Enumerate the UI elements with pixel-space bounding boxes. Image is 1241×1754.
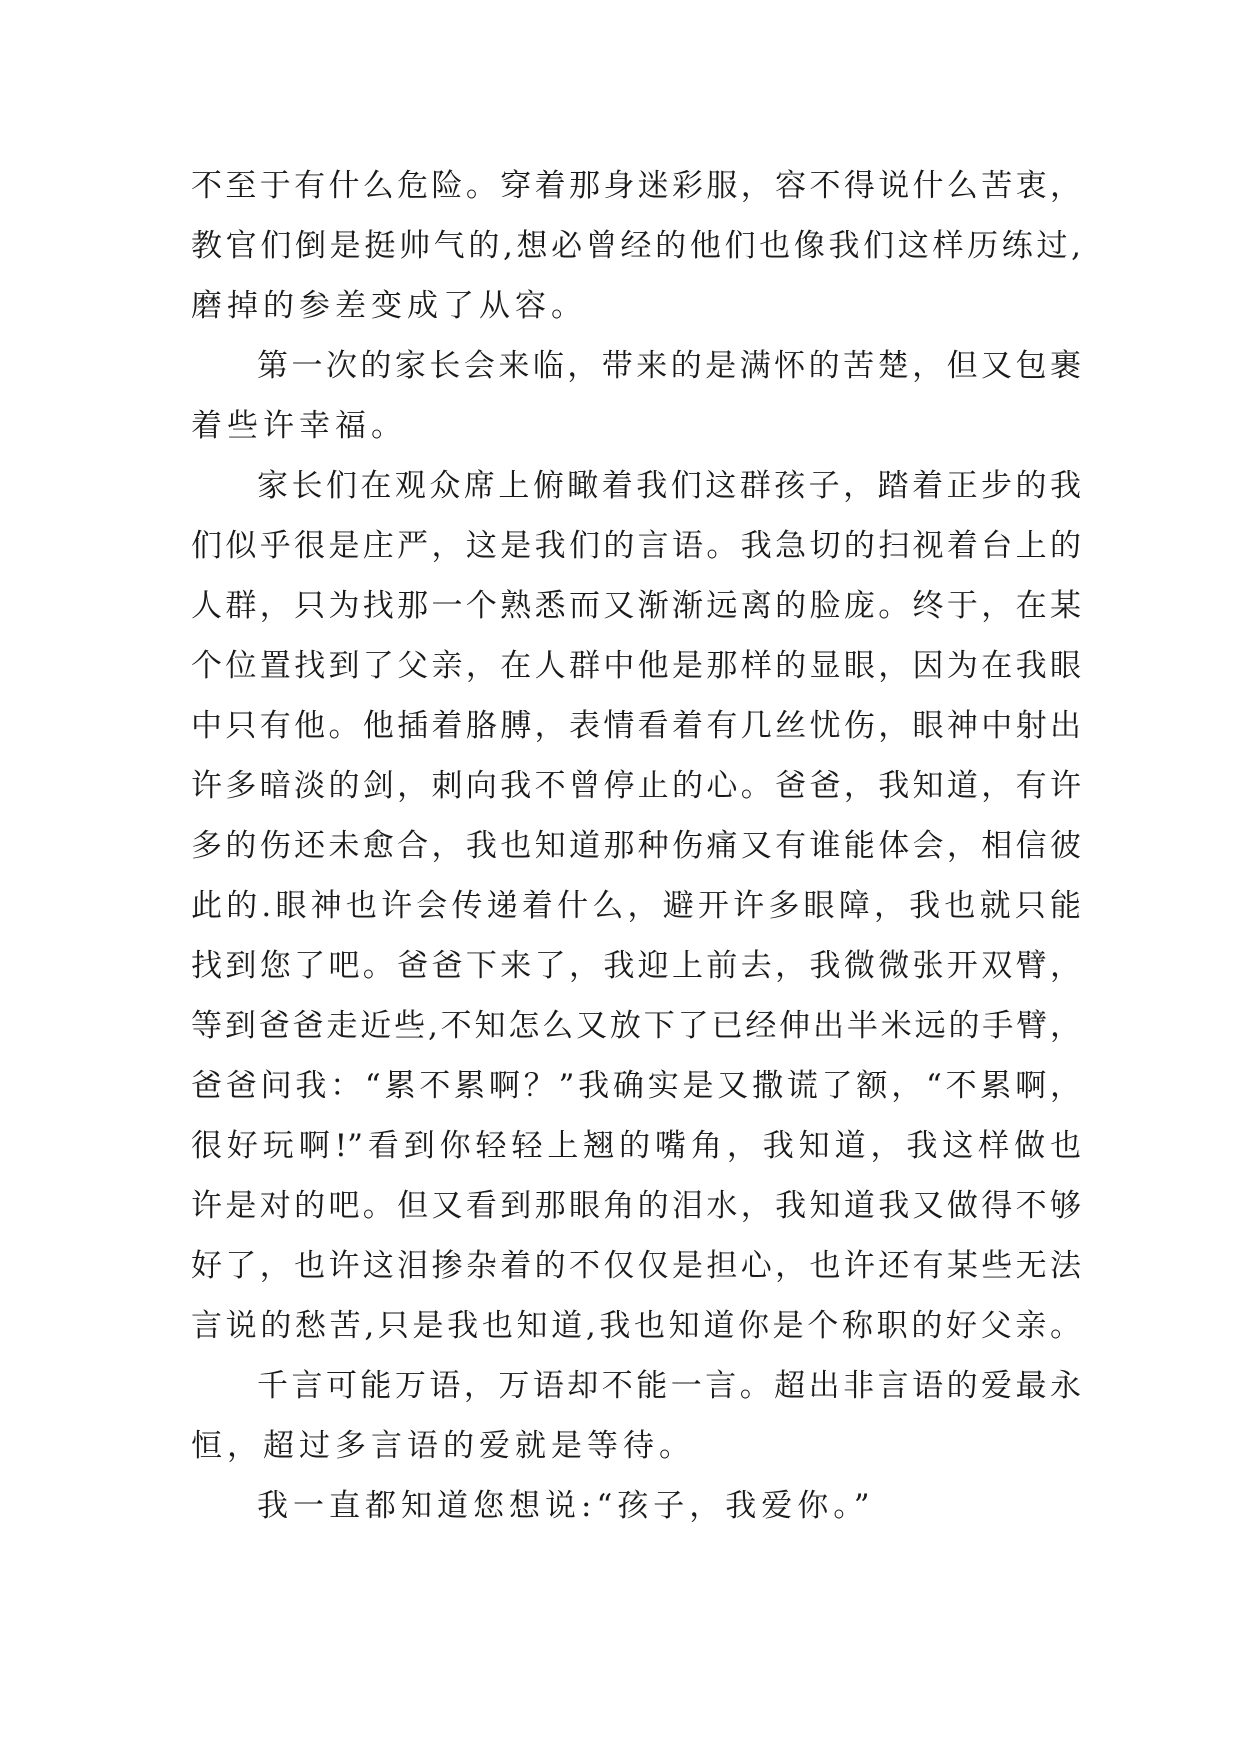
text-line: 许是对的吧。但又看到那眼角的泪水，我知道我又做得不够 bbox=[191, 1188, 1081, 1224]
text-line: 人群，只为找那一个熟悉而又渐渐远离的脸庞。终于，在某 bbox=[191, 588, 1081, 624]
text-line: 磨掉的参差变成了从容。 bbox=[191, 288, 587, 324]
paragraph-first-line: 第一次的家长会来临，带来的是满怀的苦楚，但又包裹 bbox=[257, 348, 1081, 384]
text-line: 多的伤还未愈合，我也知道那种伤痛又有谁能体会，相信彼 bbox=[191, 828, 1081, 864]
text-line: 们似乎很是庄严，这是我们的言语。我急切的扫视着台上的 bbox=[191, 528, 1081, 564]
paragraph-first-line: 千言可能万语，万语却不能一言。超出非言语的爱最永 bbox=[257, 1368, 1081, 1404]
text-line: 此的.眼神也许会传递着什么，避开许多眼障，我也就只能 bbox=[191, 888, 1081, 924]
text-line: 个位置找到了父亲，在人群中他是那样的显眼，因为在我眼 bbox=[191, 648, 1081, 684]
text-line: 不至于有什么危险。穿着那身迷彩服，容不得说什么苦衷， bbox=[191, 168, 1081, 204]
text-line: 等到爸爸走近些,不知怎么又放下了已经伸出半米远的手臂， bbox=[191, 1008, 1081, 1044]
text-line: 言说的愁苦,只是我也知道,我也知道你是个称职的好父亲。 bbox=[191, 1308, 1081, 1344]
text-line: 教官们倒是挺帅气的,想必曾经的他们也像我们这样历练过, bbox=[191, 228, 1081, 264]
article-body bbox=[191, 156, 1091, 1536]
text-line: 许多暗淡的剑，刺向我不曾停止的心。爸爸，我知道，有许 bbox=[191, 768, 1081, 804]
text-line: 很好玩啊!”看到你轻轻上翘的嘴角，我知道，我这样做也 bbox=[191, 1128, 1081, 1164]
text-line: 爸爸问我：“累不累啊？”我确实是又撒谎了额，“不累啊， bbox=[191, 1068, 1081, 1104]
paragraph-first-line: 我一直都知道您想说:“孩子，我爱你。” bbox=[257, 1488, 875, 1524]
text-line: 找到您了吧。爸爸下来了，我迎上前去，我微微张开双臂， bbox=[191, 948, 1081, 984]
paragraph-first-line: 家长们在观众席上俯瞰着我们这群孩子，踏着正步的我 bbox=[257, 468, 1081, 504]
text-line: 恒，超过多言语的爱就是等待。 bbox=[191, 1428, 695, 1464]
text-line: 中只有他。他插着胳膊，表情看着有几丝忧伤，眼神中射出 bbox=[191, 708, 1081, 744]
text-line: 着些许幸福。 bbox=[191, 408, 407, 444]
text-line: 好了，也许这泪掺杂着的不仅仅是担心，也许还有某些无法 bbox=[191, 1248, 1081, 1284]
